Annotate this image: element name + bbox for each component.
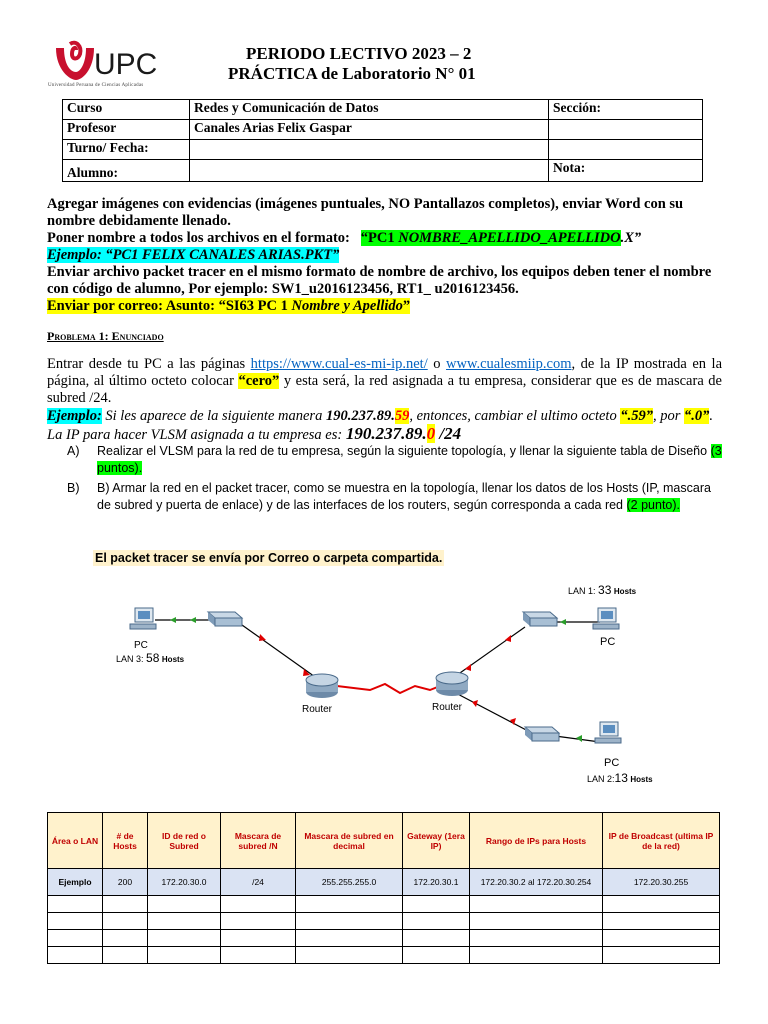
cell-broadcast: 172.20.30.255 [603, 869, 720, 896]
pc-lan2-label: PC [604, 757, 620, 769]
pc-lan3-label: PC [134, 640, 148, 651]
logo-subtitle: Universidad Peruana de Ciencias Aplicadas [48, 83, 144, 88]
header-hosts: # de Hosts [103, 813, 148, 869]
header-broadcast: IP de Broadcast (ultima IP de la red) [603, 813, 720, 869]
cualesmiip-link[interactable]: www.cualesmiip.com [446, 356, 572, 372]
cell-gateway: 172.20.30.1 [403, 869, 470, 896]
header-mask-n: Mascara de subred /N [221, 813, 296, 869]
seccion-value[interactable] [549, 120, 703, 140]
seccion-label[interactable]: Sección: [549, 100, 703, 120]
lan3-label: LAN 3: 58 Hosts [116, 651, 185, 665]
packet-tracer-note: El packet tracer se envía por Correo o carpeta compartida. [95, 551, 443, 565]
instruction-packet-tracer: Enviar archivo packet tracer en el mismo formato de nombre de archivo, los equipos deben tener el nombre con código de alumno, Por ejemplo: SW1_u2016123456, RT1_ u2016123456. [47, 264, 712, 297]
pc-lan2-icon [595, 722, 621, 743]
instruction-email: Enviar por correo: Asunto: “SI63 PC 1 Nombre y Apellido” [47, 298, 411, 314]
profesor-value: Canales Arias Felix Gaspar [190, 120, 549, 140]
cell-host-range: 172.20.30.2 al 172.20.30.254 [470, 869, 603, 896]
practice-title: PRÁCTICA de Laboratorio N° 01 [228, 64, 476, 83]
header-host-range: Rango de IPs para Hosts [470, 813, 603, 869]
table-row[interactable] [48, 896, 720, 913]
curso-label: Curso [63, 100, 190, 120]
cual-es-mi-ip-link[interactable]: https://www.cual-es-mi-ip.net/ [250, 356, 428, 372]
cell-network-id: 172.20.30.0 [148, 869, 221, 896]
lan2-label: LAN 2:13 Hosts [587, 771, 653, 785]
switch-bottom-right-icon [525, 727, 559, 741]
table-row[interactable] [48, 913, 720, 930]
instruction-filename: Poner nombre a todos los archivos en el formato: “PC1 NOMBRE_APELLIDO_APELLIDO.X” [47, 230, 642, 246]
cell-mask-decimal: 255.255.255.0 [296, 869, 403, 896]
curso-value: Redes y Comunicación de Datos [190, 100, 549, 120]
router-left-label: Router [302, 704, 333, 715]
header-mask-decimal: Mascara de subred en decimal [296, 813, 403, 869]
task-list [67, 443, 722, 517]
logo-text: UPC [94, 48, 158, 81]
cell-hosts: 200 [103, 869, 148, 896]
pc-lan1-label: PC [600, 636, 616, 648]
header-area: Área o LAN [48, 813, 103, 869]
cell-area: Ejemplo [48, 869, 103, 896]
nota-label[interactable]: Nota: [549, 160, 703, 182]
turno-label: Turno/ Fecha: [63, 140, 190, 160]
task-b: B) B) Armar la red en el packet tracer, como se muestra en la topología, llenar los datos de los Hosts (IP, mascara de subred y puerta de enlace) y de las interfaces de los routers, según corresponda a cada red (2 punto). [67, 481, 711, 512]
cell-mask-n: /24 [221, 869, 296, 896]
header-gateway: Gateway (1era IP) [403, 813, 470, 869]
blank-cell [549, 140, 703, 160]
pc-lan3-icon [130, 608, 156, 629]
lan1-label: LAN 1: 33 Hosts [568, 583, 637, 597]
switch-left-icon [208, 612, 242, 626]
pc-lan1-icon [593, 608, 619, 629]
period-title: PERIODO LECTIVO 2023 – 2 [246, 44, 472, 63]
vlsm-design-table [47, 812, 720, 964]
router-left-icon [306, 674, 338, 698]
alumno-label: Alumno: [63, 160, 190, 182]
alumno-value[interactable] [190, 160, 549, 182]
example-paragraph: Ejemplo: Si les aparece de la siguiente manera 190.237.89.59, entonces, cambiar el ultimo octeto “.59”, por “.0”. La IP para hacer VLSM asignada a tu empresa es: 190.237.89.0 /24 [47, 408, 713, 443]
instructions [47, 196, 717, 315]
network-topology-diagram [100, 572, 670, 792]
profesor-label: Profesor [63, 120, 190, 140]
table-row[interactable] [48, 947, 720, 964]
turno-value[interactable] [190, 140, 549, 160]
student-info-table [62, 99, 703, 182]
table-row[interactable] [48, 930, 720, 947]
task-a: A) Realizar el VLSM para la red de tu empresa, según la siguiente topología, y llenar la siguiente tabla de Diseño (3 puntos). [67, 444, 722, 475]
problem-title: Problema 1: Enunciado [47, 329, 164, 343]
switch-top-right-icon [523, 612, 557, 626]
header-network-id: ID de red o Subred [148, 813, 221, 869]
problem-statement: Entrar desde tu PC a las páginas https://www.cual-es-mi-ip.net/ o www.cualesmiip.com, de la IP mostrada en la página, al último octeto colocar “cero” y esta será, la red asignada a tu empresa, considerar que es de mascara de subred /24. [47, 356, 723, 406]
instruction-example: Ejemplo: “PC1 FELIX CANALES ARIAS.PKT” [47, 247, 340, 263]
router-right-label: Router [432, 702, 463, 713]
instruction-evidence: Agregar imágenes con evidencias (imágenes puntuales, NO Pantallazos completos), enviar Word con su nombre debidamente llenado. [47, 196, 684, 229]
router-right-icon [436, 672, 468, 696]
table-row-example [48, 869, 720, 896]
